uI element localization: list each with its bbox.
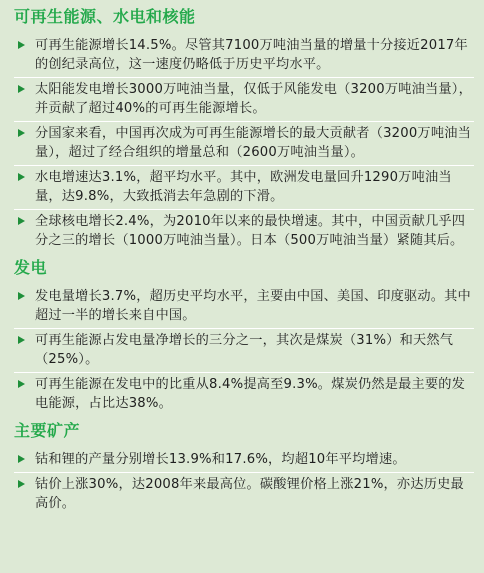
bullet-arrow-icon bbox=[18, 85, 25, 93]
bullet-text: 太阳能发电增长3000万吨油当量，仅低于风能发电（3200万吨油当量），并贡献了超过40%的可再生能源增长。 bbox=[35, 82, 472, 116]
bullet-item bbox=[14, 34, 474, 78]
bullet-text: 可再生能源增长14.5%。尽管其7100万吨油当量的增量十分接近2017年的创纪录高位，这一速度仍略低于历史平均水平。 bbox=[35, 38, 468, 72]
bullet-list bbox=[14, 34, 474, 253]
bullet-item bbox=[14, 285, 474, 329]
bullet-item bbox=[14, 166, 474, 210]
section-renewables-hydro-nuclear bbox=[14, 6, 474, 253]
section-power-generation bbox=[14, 257, 474, 416]
bullet-item bbox=[14, 78, 474, 122]
section-title: 主要矿产 bbox=[14, 421, 81, 440]
bullet-text: 钴和锂的产量分别增长13.9%和17.6%，均超10年平均增速。 bbox=[35, 452, 406, 467]
bullet-text: 可再生能源占发电量净增长的三分之一，其次是煤炭（31%）和天然气（25%）。 bbox=[35, 333, 454, 367]
bullet-arrow-icon bbox=[18, 336, 25, 344]
bullet-item bbox=[14, 373, 474, 416]
bullet-item bbox=[14, 473, 474, 516]
bullet-arrow-icon bbox=[18, 41, 25, 49]
bullet-text: 分国家来看，中国再次成为可再生能源增长的最大贡献者（3200万吨油当量），超过了经合组织的增量总和（2600万吨油当量）。 bbox=[35, 126, 471, 160]
bullet-list bbox=[14, 285, 474, 416]
bullet-text: 水电增速达3.1%，超平均水平。其中，欧洲发电量回升1290万吨油当量，达9.8%，大致抵消去年急剧的下滑。 bbox=[35, 170, 452, 204]
bullet-arrow-icon bbox=[18, 129, 25, 137]
bullet-text: 可再生能源在发电中的比重从8.4%提高至9.3%。煤炭仍然是最主要的发电能源，占比达38%。 bbox=[35, 377, 466, 411]
bullet-arrow-icon bbox=[18, 380, 25, 388]
bullet-arrow-icon bbox=[18, 455, 25, 463]
bullet-arrow-icon bbox=[18, 173, 25, 181]
bullet-item bbox=[14, 329, 474, 373]
bullet-item bbox=[14, 210, 474, 253]
bullet-text: 发电量增长3.7%，超历史平均水平，主要由中国、美国、印度驱动。其中超过一半的增长来自中国。 bbox=[35, 289, 471, 323]
bullet-text: 全球核电增长2.4%，为2010年以来的最快增速。其中，中国贡献几乎四分之三的增长（1000万吨油当量）。日本（500万吨油当量）紧随其后。 bbox=[35, 214, 466, 248]
bullet-list bbox=[14, 448, 474, 516]
bullet-text: 钴价上涨30%，达2008年来最高位。碳酸锂价格上涨21%，亦达历史最高价。 bbox=[35, 477, 464, 511]
bullet-arrow-icon bbox=[18, 480, 25, 488]
bullet-arrow-icon bbox=[18, 292, 25, 300]
bullet-item bbox=[14, 448, 474, 473]
bullet-item bbox=[14, 122, 474, 166]
bullet-arrow-icon bbox=[18, 217, 25, 225]
section-title: 发电 bbox=[14, 258, 48, 277]
section-title: 可再生能源、水电和核能 bbox=[14, 7, 196, 26]
section-key-minerals bbox=[14, 420, 474, 516]
